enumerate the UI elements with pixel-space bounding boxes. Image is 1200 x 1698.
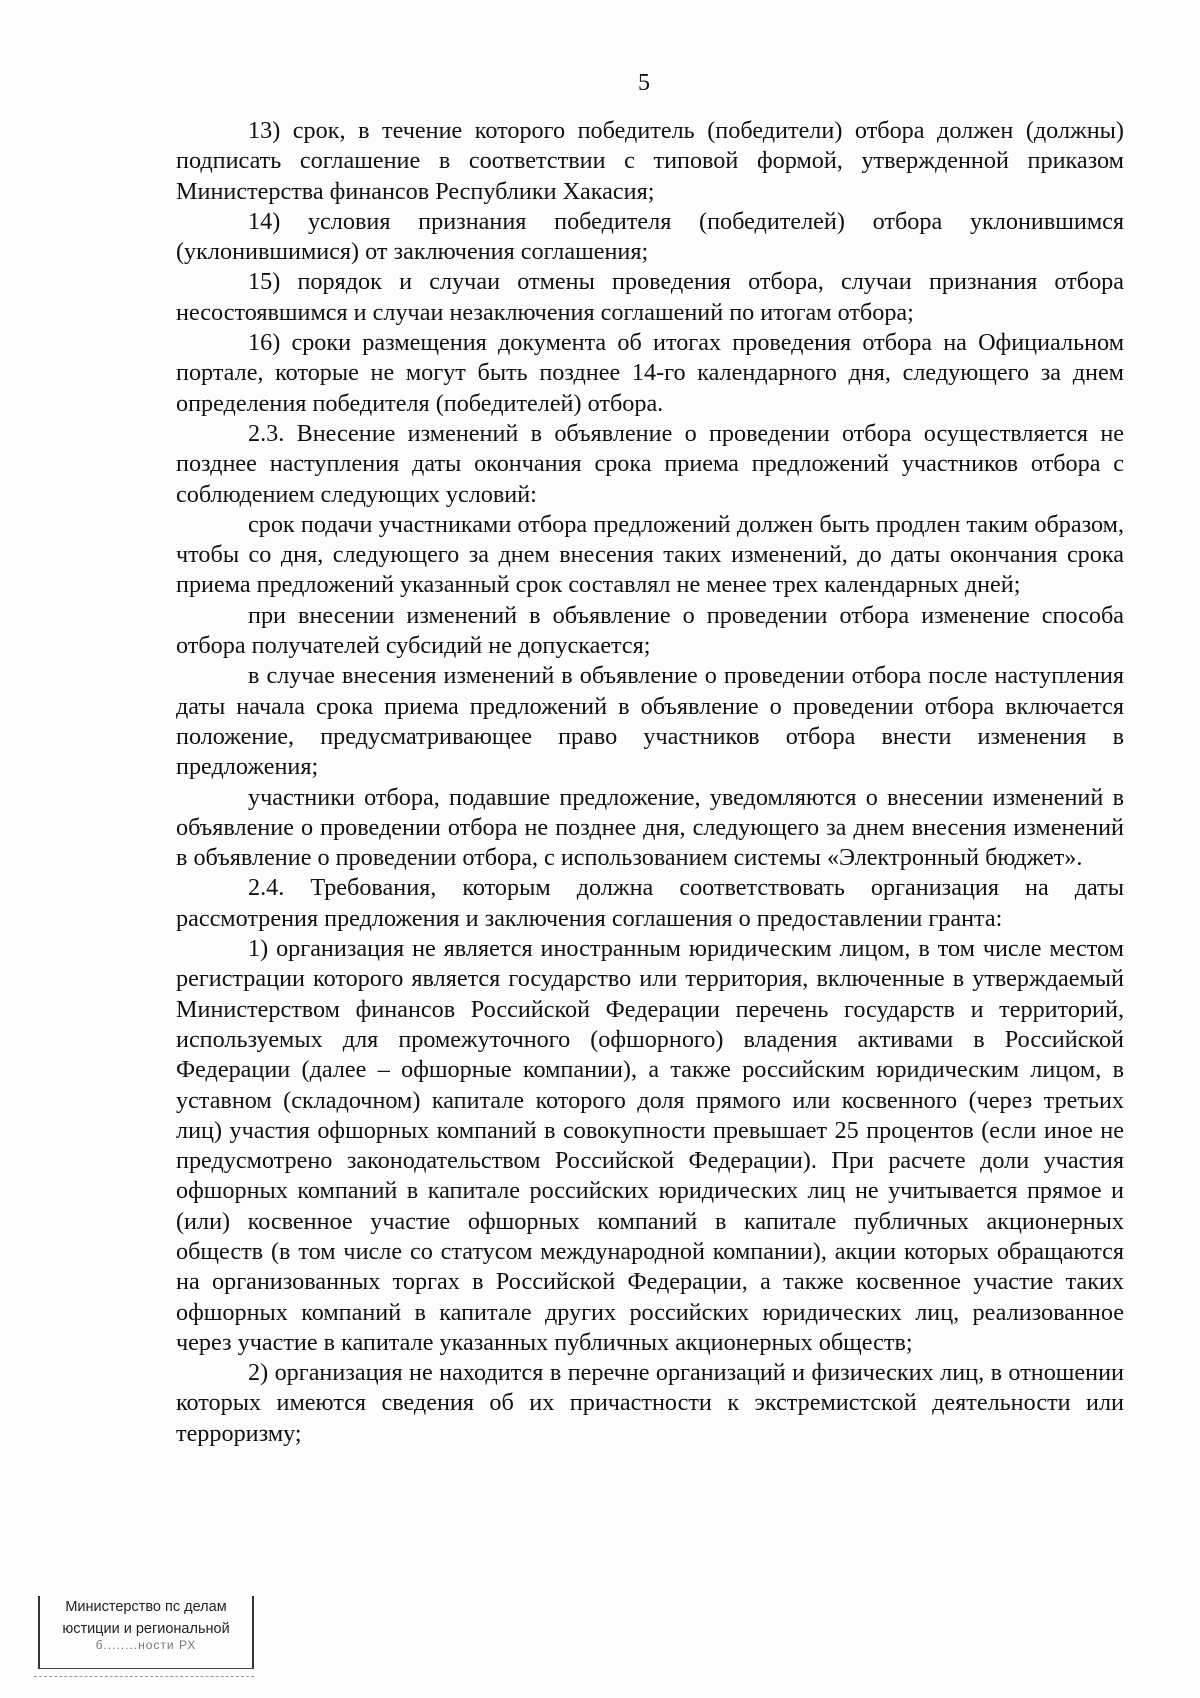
stamp-line-3: б........ности РХ [95, 1638, 197, 1652]
paragraph-condition-method: при внесении изменений в объявление о проведении отбора изменение способа отбора получателей субсидий не допускается; [176, 601, 1124, 660]
stamp-line-2: юстиции и региональной [62, 1621, 230, 1637]
paragraph-requirement-2: 2) организация не находится в перечне организаций и физических лиц, в отношении которых имеются сведения об их причастности к экстремистской деятельности или терроризму; [176, 1359, 1124, 1447]
ministry-stamp [38, 1596, 254, 1669]
paragraph-item-15: 15) порядок и случаи отмены проведения отбора, случаи признания отбора несостоявшимся и случаи незаключения соглашений по итогам отбора; [176, 268, 1124, 326]
document-body [176, 116, 1124, 1449]
paragraph-item-13: 13) срок, в течение которого победитель (победители) отбора должен (должны) подписать соглашение в соответствии с типовой формой, утвержденной приказом Министерства финансов Республики Хакасия; [176, 117, 1124, 205]
stamp-line-1: Министерство пс делам [65, 1599, 227, 1615]
paragraph-item-16: 16) сроки размещения документа об итогах проведения отбора на Официальном портале, которые не могут быть позднее 14-го календарного дня, следующего за днем определения победителя (победителей) отбора. [176, 329, 1124, 417]
paragraph-item-14: 14) условия признания победителя (победителей) отбора уклонившимся (уклонившимися) от заключения соглашения; [176, 207, 1124, 266]
paragraph-condition-changes: в случае внесения изменений в объявление о проведении отбора после наступления даты начала срока приема предложений в объявление о проведении отбора включается положение, предусматривающее право участников отбора внести изменения в предложения; [176, 662, 1124, 781]
paragraph-section-2-3: 2.3. Внесение изменений в объявление о проведении отбора осуществляется не позднее наступления даты окончания срока приема предложений участников отбора с соблюдением следующих условий: [176, 419, 1124, 508]
page-number: 5 [638, 70, 650, 96]
paragraph-section-2-4: 2.4. Требования, которым должна соответствовать организация на даты рассмотрения предложения и заключения соглашения о предоставлении гранта: [176, 874, 1124, 932]
paragraph-requirement-1: 1) организация не является иностранным юридическим лицом, в том числе местом регистрации которого является государство или территория, включенные в утверждаемый Министерством финансов Российской Федерации перечень государств и территорий, используемых для промежуточного (офшорного) владения активами в Российской Федерации (далее – офшорные компании), а также российским юридическим лицом, в уставном (складочном) капитале которого доля прямого или косвенного (через третьих лиц) участия офшорных компаний в совокупности превышает 25 процентов (если иное не предусмотрено законодательством Российской Федерации). При расчете доли участия офшорных компаний в капитале российских юридических лиц не учитывается прямое и (или) косвенное участие офшорных компаний в капитале публичных акционерных обществ (в том числе со статусом международной компании), акции которых обращаются на организованных торгах в Российской Федерации, а также косвенное участие таких офшорных компаний в капитале других российских юридических лиц, реализованное через участие в капитале указанных публичных акционерных обществ; [176, 935, 1124, 1356]
stamp-underline [34, 1676, 254, 1677]
paragraph-condition-deadline: срок подачи участниками отбора предложений должен быть продлен таким образом, чтобы со дня, следующего за днем внесения таких изменений, до даты окончания срока приема предложений указанный срок составлял не менее трех календарных дней; [176, 510, 1124, 599]
paragraph-condition-notify: участники отбора, подавшие предложение, уведомляются о внесении изменений в объявление о проведении отбора не позднее дня, следующего за днем внесения изменений в объявление о проведении отбора, с использованием системы «Электронный бюджет». [176, 783, 1124, 872]
